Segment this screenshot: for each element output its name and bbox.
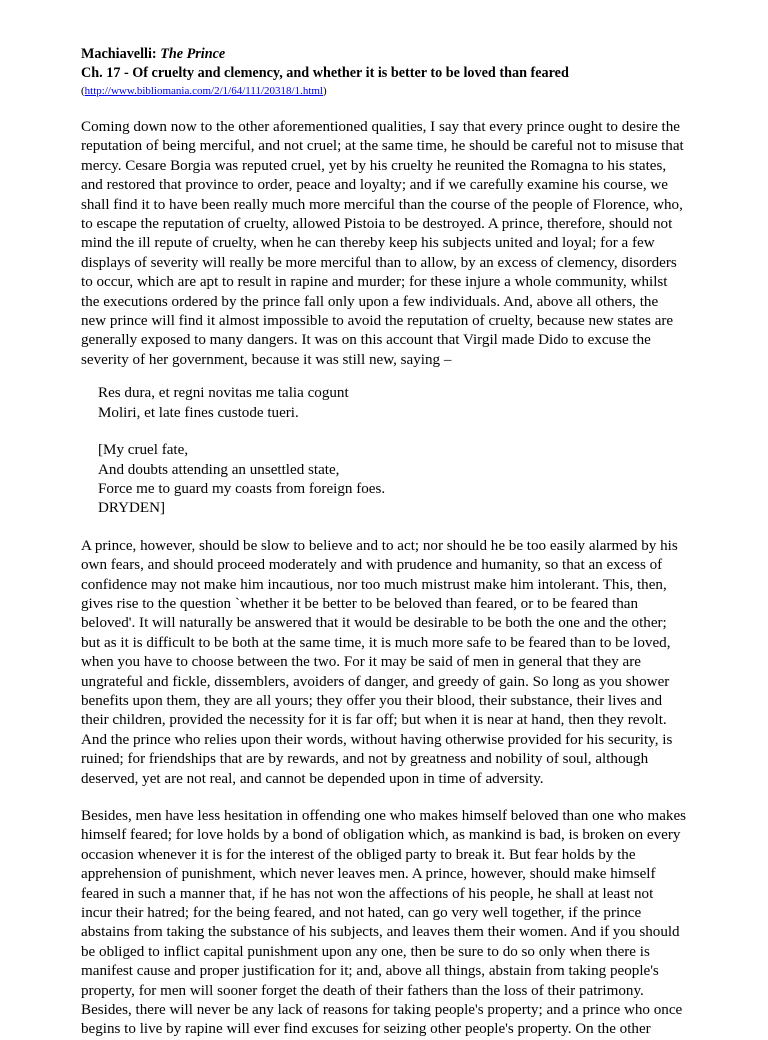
text-line: mind the ill repute of cruelty, when he can thereby keep his subjects united and loyal; for a few <box>81 235 655 252</box>
source-link[interactable]: http://www.bibliomania.com/2/1/64/111/20318/1.html <box>84 85 323 97</box>
text-line: shall find it to have been really much more merciful than the course of the people of Florence, who, <box>81 196 683 213</box>
text-line: severity of her government, because it was still new, saying – <box>81 351 452 368</box>
text-line: feared in such a manner that, if he has not won the affections of his people, he shall at least not <box>81 885 654 902</box>
text-line: beloved'. It will naturally be answered that it would be desirable to be both the one and the other; <box>81 615 667 632</box>
text-line: their children, provided the necessity for it is far off; but when it is near at hand, then they revolt. <box>81 712 667 729</box>
text-line: And the prince who relies upon their words, without having otherwise provided for his security, is <box>81 731 673 748</box>
verse-attribution: DRYDEN] <box>98 500 166 517</box>
text-line: confidence may not make him incautious, nor too much mistrust make him intolerant. This, then, <box>81 576 667 593</box>
latin-verse-quote <box>98 384 693 423</box>
verse-line: [My cruel fate, <box>98 442 189 459</box>
text-line: Besides, men have less hesitation in offending one who makes himself beloved than one who makes <box>81 808 687 824</box>
chapter-title: Ch. 17 - Of cruelty and clemency, and whether it is better to be loved than feared <box>81 65 569 81</box>
text-line: ungrateful and fickle, dissemblers, avoiders of danger, and greedy of gain. So long as you shower <box>81 673 670 690</box>
text-line: abstains from taking the substance of his subjects, and leaves them their women. And if you should <box>81 924 680 941</box>
text-line: to escape the reputation of cruelty, allowed Pistoia to be destroyed. A prince, therefore, should not <box>81 216 673 233</box>
text-line: Besides, there will never be any lack of reasons for taking people's property; and a prince who once <box>81 1002 683 1019</box>
verse-line: Res dura, et regni novitas me talia cogunt <box>98 385 349 402</box>
text-line: ruined; for friendships that are by rewards, and not by greatness and nobility of soul, although <box>81 751 649 768</box>
text-line: Coming down now to the other aforementioned qualities, I say that every prince ought to desire the <box>81 119 680 135</box>
document-title <box>81 45 693 64</box>
text-line: and restored that province to order, peace and loyalty; and if we carefully examine his course, we <box>81 177 668 194</box>
text-line: begins to live by rapine will ever find excuses for seizing other people's property. On the other <box>81 1021 651 1038</box>
author-name: Machiavelli: <box>81 46 157 62</box>
text-line: new prince will find it almost impossible to avoid the reputation of cruelty, because new states are <box>81 313 674 330</box>
text-line: manifest cause and proper justification for it; and, above all things, abstain from taking people's <box>81 963 659 980</box>
text-line: benefits upon them, they are all yours; they offer you their blood, their substance, their lives and <box>81 692 663 709</box>
work-title: The Prince <box>160 46 226 62</box>
text-line: but as it is difficult to be both at the same time, it is much more safe to be feared than to be loved, <box>81 634 671 651</box>
text-line: property, for men will sooner forget the death of their fathers than the loss of their patrimony. <box>81 982 644 999</box>
paragraph-2 <box>81 537 693 789</box>
text-line: be obliged to inflict capital punishment upon any one, then be sure to do so only when there is <box>81 943 650 960</box>
text-line: apprehension of punishment, which never leaves men. A prince, however, should make himself <box>81 866 656 883</box>
source-citation <box>81 84 693 98</box>
text-line: generally exposed to many dangers. It was on this account that Virgil made Dido to excuse the <box>81 332 651 349</box>
text-line: own fears, and should proceed moderately and with prudence and humanity, so that an excess of <box>81 557 663 574</box>
verse-line: And doubts attending an unsettled state, <box>98 461 340 478</box>
document-page <box>81 45 693 1040</box>
text-line: incur their hatred; for the being feared, and not hated, can go very well together, if the prince <box>81 905 642 922</box>
text-line: gives rise to the question `whether it be better to be beloved than feared, or to be feared than <box>81 595 639 612</box>
text-line: when you have to choose between the two. For it may be said of men in general that they are <box>81 654 641 671</box>
verse-line: Force me to guard my coasts from foreign foes. <box>98 480 386 497</box>
text-line: occasion whenever it is for the interest of the obliged party to break it. But fear holds by the <box>81 846 636 863</box>
verse-line: Moliri, et late fines custode tueri. <box>98 404 299 421</box>
text-line: the executions ordered by the prince fall only upon a few individuals. And, above all others, the <box>81 293 659 310</box>
text-line: to occur, which are apt to result in rapine and murder; for these injure a whole community, whilst <box>81 274 668 291</box>
source-close-paren: ) <box>323 85 327 97</box>
text-line: himself feared; for love holds by a bond of obligation which, as mankind is bad, is broken on every <box>81 827 681 844</box>
paragraph-1 <box>81 118 693 370</box>
text-line: deserved, yet are not real, and cannot be depended upon in time of adversity. <box>81 770 544 787</box>
source-open-paren: ( <box>81 85 85 97</box>
paragraph-3 <box>81 807 693 1040</box>
text-line: mercy. Cesare Borgia was reputed cruel, yet by his cruelty he reunited the Romagna to his states, <box>81 157 667 174</box>
text-line: displays of severity will really be more merciful than to allow, by an excess of clemency, disorders <box>81 254 677 271</box>
english-verse-translation <box>98 441 693 519</box>
text-line: A prince, however, should be slow to believe and to act; nor should he be too easily alarmed by his <box>81 537 678 554</box>
text-line: reputation of being merciful, and not cruel; at the same time, he should be careful not to misuse that <box>81 138 684 155</box>
